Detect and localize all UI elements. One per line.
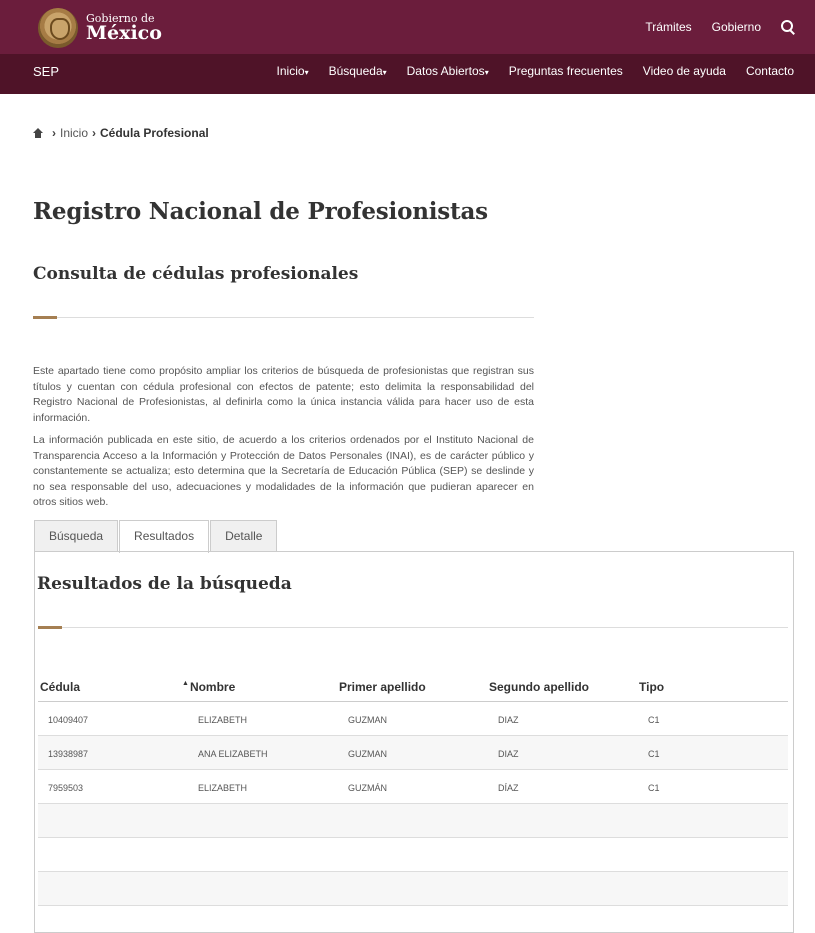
gobierno-logo[interactable] — [38, 8, 162, 48]
home-icon[interactable] — [33, 128, 43, 138]
disclaimer-paragraph: La información publicada en este sitio, de acuerdo a los criterios ordenados por el Instituto Nacional de Transparencia Acceso a la Información y Protección de Datos Personales (INAI), es de carácter público y constantemente se actualiza; esto determina que la Secretaría de Educación Pública (SEP) se deslinde y no sea responsable del uso, adecuaciones y modalidades de la información que pudieran aparecer en otros sitios web. — [33, 434, 534, 509]
col-primer-apellido[interactable]: Primer apellido — [339, 680, 426, 694]
table-row[interactable] — [38, 702, 788, 736]
nav-datos-abiertos[interactable]: Datos Abiertos▾ — [406, 64, 489, 78]
page-subtitle: Consulta de cédulas profesionales — [33, 264, 359, 284]
col-cedula[interactable]: Cédula — [40, 680, 81, 694]
cell-tipo: C1 — [648, 715, 660, 725]
col-segundo-apellido[interactable]: Segundo apellido — [489, 680, 590, 694]
sort-asc-icon: ▲ — [182, 680, 189, 687]
empty-row — [38, 872, 788, 906]
col-nombre[interactable]: ▲Nombre — [182, 680, 236, 694]
cell-segundo-apellido: DÍAZ — [498, 783, 519, 793]
cell-segundo-apellido: DIAZ — [498, 715, 519, 725]
results-divider — [38, 627, 788, 628]
intro-paragraph: Este apartado tiene como propósito ampliar los criterios de búsqueda de profesionistas que registran sus títulos y cuentan con cédula profesional con efectos de patente; esto delimita la responsabilidad del Registro Nacional de Profesionistas, al definirla como la única instancia válida para hacer uso de esta información. — [33, 365, 534, 424]
breadcrumb-current: Cédula Profesional — [100, 126, 209, 140]
nav-contacto[interactable]: Contacto — [745, 64, 794, 78]
search-icon[interactable] — [781, 20, 795, 34]
col-tipo[interactable]: Tipo — [639, 680, 665, 694]
breadcrumb-home[interactable]: Inicio — [60, 126, 89, 140]
cell-primer-apellido: GUZMAN — [348, 749, 387, 759]
cell-tipo: C1 — [648, 749, 660, 759]
link-tramites[interactable]: Trámites — [645, 20, 692, 34]
cell-tipo: C1 — [648, 783, 660, 793]
table-row[interactable] — [38, 736, 788, 770]
tab-detalle[interactable]: Detalle — [210, 520, 277, 551]
tab-resultados[interactable]: Resultados — [119, 520, 209, 553]
cell-cedula: 7959503 — [48, 783, 84, 793]
link-gobierno[interactable]: Gobierno — [711, 20, 761, 34]
cell-cedula: 10409407 — [48, 715, 89, 725]
cell-nombre: ANA ELIZABETH — [198, 749, 268, 759]
empty-row — [38, 838, 788, 872]
nav-inicio[interactable]: Inicio▾ — [276, 64, 309, 78]
nav-preguntas-frecuentes[interactable]: Preguntas frecuentes — [508, 64, 623, 78]
nav-video-de-ayuda[interactable]: Video de ayuda — [642, 64, 726, 78]
brand-sep[interactable]: SEP — [33, 64, 60, 79]
logo-line2: México — [86, 22, 162, 44]
table-header — [38, 680, 788, 702]
empty-row — [38, 804, 788, 838]
page-title: Registro Nacional de Profesionistas — [33, 198, 488, 225]
cell-primer-apellido: GUZMAN — [348, 715, 387, 725]
main-navbar — [0, 54, 815, 94]
cell-cedula: 13938987 — [48, 749, 89, 759]
cell-primer-apellido: GUZMÁN — [348, 783, 387, 793]
cell-segundo-apellido: DIAZ — [498, 749, 519, 759]
nav-busqueda[interactable]: Búsqueda▾ — [328, 64, 387, 78]
logo-line1: Gobierno de — [86, 12, 155, 25]
national-seal-icon — [38, 8, 78, 48]
tab-busqueda[interactable]: Búsqueda — [34, 520, 118, 551]
results-title: Resultados de la búsqueda — [37, 574, 292, 594]
top-header — [0, 0, 815, 54]
table-row[interactable] — [38, 770, 788, 804]
cell-nombre: ELIZABETH — [198, 715, 248, 725]
section-divider — [33, 317, 534, 318]
tab-bar — [34, 520, 278, 553]
breadcrumb: › Inicio › Cédula Profesional — [33, 126, 209, 140]
cell-nombre: ELIZABETH — [198, 783, 248, 793]
